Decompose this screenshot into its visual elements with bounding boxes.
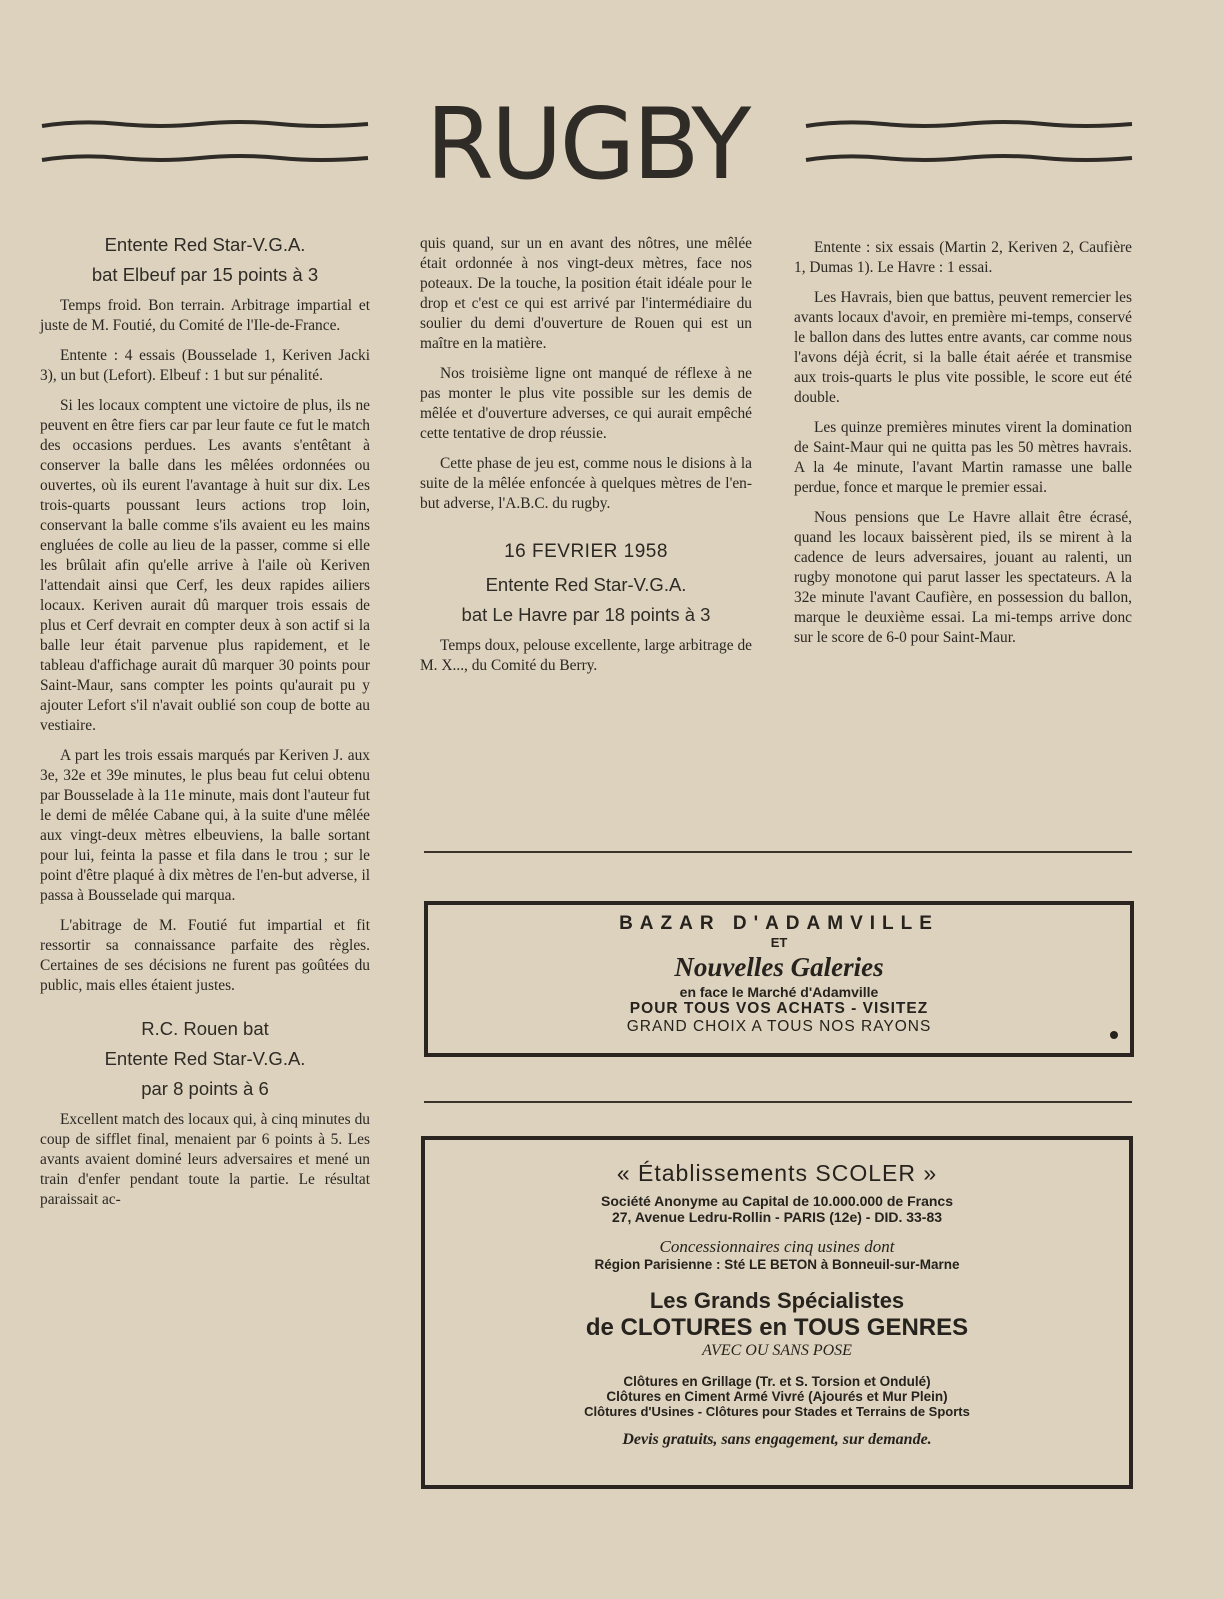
paragraph: Nos troisième ligne ont manqué de réflexe à ne pas monter le plus vite possible sur les demis de mêlée et d'ouverture adverses, ce qui aurait empêché cette tentative de drop réussie.	[420, 365, 752, 442]
ad-store-name: BAZAR D'ADAMVILLE	[619, 913, 939, 934]
headline-line: Entente Red Star-V.G.A.	[104, 234, 306, 255]
article-headline-le-havre	[420, 570, 752, 630]
column-1	[40, 226, 370, 1220]
ad-pose: AVEC OU SANS POSE	[702, 1342, 852, 1359]
paragraph: quis quand, sur un en avant des nôtres, une mêlée était ordonnée à nos vingt-deux mètres, face nos poteaux. De la touche, la position était idéale pour le drop et c'est ce qui est arrivé par l'intermédiaire du soulier du demi d'ouverture de Rouen qui est un maître en la matière.	[420, 235, 752, 352]
paragraph: Excellent match des locaux qui, à cinq minutes du coup de sifflet final, menaient par 6 points à 5. Les avants avaient dominé leurs adversaires et mené un train d'enfer pendant toute la partie. Le résultat paraissait ac-	[40, 1111, 370, 1208]
ad-tagline: GRAND CHOIX A TOUS NOS RAYONS	[626, 1018, 932, 1035]
ad-clotures: de CLOTURES en TOUS GENRES	[585, 1314, 969, 1341]
headline-line: bat Elbeuf par 15 points à 3	[91, 264, 319, 285]
ad-region: Région Parisienne : Sté LE BETON à Bonneuil-sur-Marne	[594, 1257, 960, 1272]
wave-rule-right	[804, 114, 1134, 174]
page-title: RUGBY	[425, 88, 749, 202]
column-3	[794, 238, 1132, 658]
paragraph: Les quinze premières minutes virent la domination de Saint-Maur qui ne quitta pas les 50 mètres havrais. A la 4e minute, l'avant Martin ramasse une balle perdue, fonce et marque le premier essai.	[794, 419, 1132, 496]
divider	[424, 1101, 1132, 1103]
ad-galeries-logo: Nouvelles Galeries	[674, 952, 884, 982]
ad-service-line: Clôtures en Grillage (Tr. et S. Torsion et Ondulé)	[623, 1374, 931, 1389]
paragraph: Temps froid. Bon terrain. Arbitrage impartial et juste de M. Foutié, du Comité de l'Ile-de-France.	[40, 297, 370, 334]
article-headline-elbeuf	[40, 230, 370, 290]
ad-capital: Société Anonyme au Capital de 10.000.000 de Francs	[601, 1193, 953, 1209]
article-headline-rouen	[40, 1014, 370, 1104]
column-2	[420, 234, 752, 686]
paragraph: L'abitrage de M. Foutié fut impartial et fit ressortir sa connaissance parfaite des règles. Certaines de ses décisions ne furent pas goûtées du public, mais elles étaient justes.	[40, 917, 370, 994]
headline-line: Entente Red Star-V.G.A.	[104, 1048, 306, 1069]
paragraph: Nous pensions que Le Havre allait être écrasé, quand les locaux baissèrent pied, ils se mirent à la cadence de leurs adversaires, jouant au ralenti, un rugby monotone qui parut lasser les spectateurs. A la 32e minute l'avant Caufière, en possession du ballon, marque le deuxième essai. La mi-temps arrive donc sur le score de 6-0 pour Saint-Maur.	[794, 509, 1132, 646]
masthead	[40, 88, 1134, 202]
headline-line: R.C. Rouen bat	[141, 1018, 269, 1039]
advertisement-scoler	[421, 1136, 1133, 1489]
paragraph: A part les trois essais marqués par Keriven J. aux 3e, 32e et 39e minutes, le plus beau fut celui obtenu par Bousselade à la 11e minute, mais dont l'auteur fut le demi de mêlée Cabane qui, à la suite d'une mêlée aux vingt-deux mètres elbeuviens, la balle sortant pour lui, feinta la passe et fila dans le trou ; sur le point d'être plaqué à dix mètres de l'en-but adverse, il passa à Bousselade qui marqua.	[40, 747, 370, 904]
ad-concessionnaires: Concessionnaires cinq usines dont	[659, 1237, 895, 1256]
ad-service-line: Clôtures d'Usines - Clôtures pour Stades et Terrains de Sports	[584, 1404, 970, 1419]
ad-service-line: Clôtures en Ciment Armé Vivré (Ajourés et Mur Plein)	[606, 1389, 948, 1404]
headline-line: par 8 points à 6	[141, 1078, 269, 1099]
ad-slogan: POUR TOUS VOS ACHATS - VISITEZ	[629, 1000, 929, 1017]
section-date: 16 FEVRIER 1958	[504, 541, 668, 562]
bullet-dot	[1110, 1031, 1118, 1039]
paragraph: Entente : 4 essais (Bousselade 1, Keriven Jacki 3), un but (Lefort). Elbeuf : 1 but sur pénalité.	[40, 347, 370, 384]
ad-specialistes: Les Grands Spécialistes	[649, 1288, 905, 1313]
paragraph: Entente : six essais (Martin 2, Keriven 2, Caufière 1, Dumas 1). Le Havre : 1 essai.	[794, 239, 1132, 276]
headline-line: Entente Red Star-V.G.A.	[485, 574, 687, 595]
paragraph: Cette phase de jeu est, comme nous le disions à la suite de la mêlée enfoncée à quelques mètres de l'en-but adverse, l'A.B.C. du rugby.	[420, 455, 752, 512]
ad-company-name: « Établissements SCOLER »	[616, 1160, 938, 1186]
ad-address: 27, Avenue Ledru-Rollin - PARIS (12e) - DID. 33-83	[611, 1209, 943, 1225]
divider	[424, 851, 1132, 853]
ad-devis: Devis gratuits, sans engagement, sur demande.	[622, 1431, 932, 1448]
paragraph: Temps doux, pelouse excellente, large arbitrage de M. X..., du Comité du Berry.	[420, 637, 752, 674]
paragraph: Les Havrais, bien que battus, peuvent remercier les avants locaux d'avoir, en première mi-temps, conservé le ballon dans des luttes entre avants, car comme nous l'avons déjà écrit, si la balle était aérée et transmise aux trois-quarts le plus vite possible, le score eut été double.	[794, 289, 1132, 406]
ad-conjunction: ET	[770, 935, 788, 950]
headline-line: bat Le Havre par 18 points à 3	[461, 604, 711, 625]
advertisement-bazar	[424, 901, 1134, 1057]
paragraph: Si les locaux comptent une victoire de plus, ils ne peuvent en être fiers car par leur faute ce fut le match des occasions perdues. Les avants s'entêtant à conserver la balle dans les mêlées ordonnées ou ouvertes, où ils eurent l'avantage à huit sur dix. Les trois-quarts poussant leurs actions trop loin, conservant la balle comme s'ils avaient eu les mains engluées de colle au lieu de la passer, comme si elle les brûlait afin qu'elle arrive à l'aile où Keriven l'attendait ainsi que Cerf, les deux rapides ailiers locaux. Keriven aurait dû marquer trois essais de plus et Cerf devrait en compter deux à son actif si la balle leur était parvenue plus rapidement, et le tableau d'affichage aurait dû marquer 30 points pour Saint-Maur, sans compter les points qu'aurait pu y ajouter Lefort s'il n'avait oublié son coup de botte au vestiaire.	[40, 397, 370, 734]
ad-location: en face le Marché d'Adamville	[679, 984, 879, 1000]
